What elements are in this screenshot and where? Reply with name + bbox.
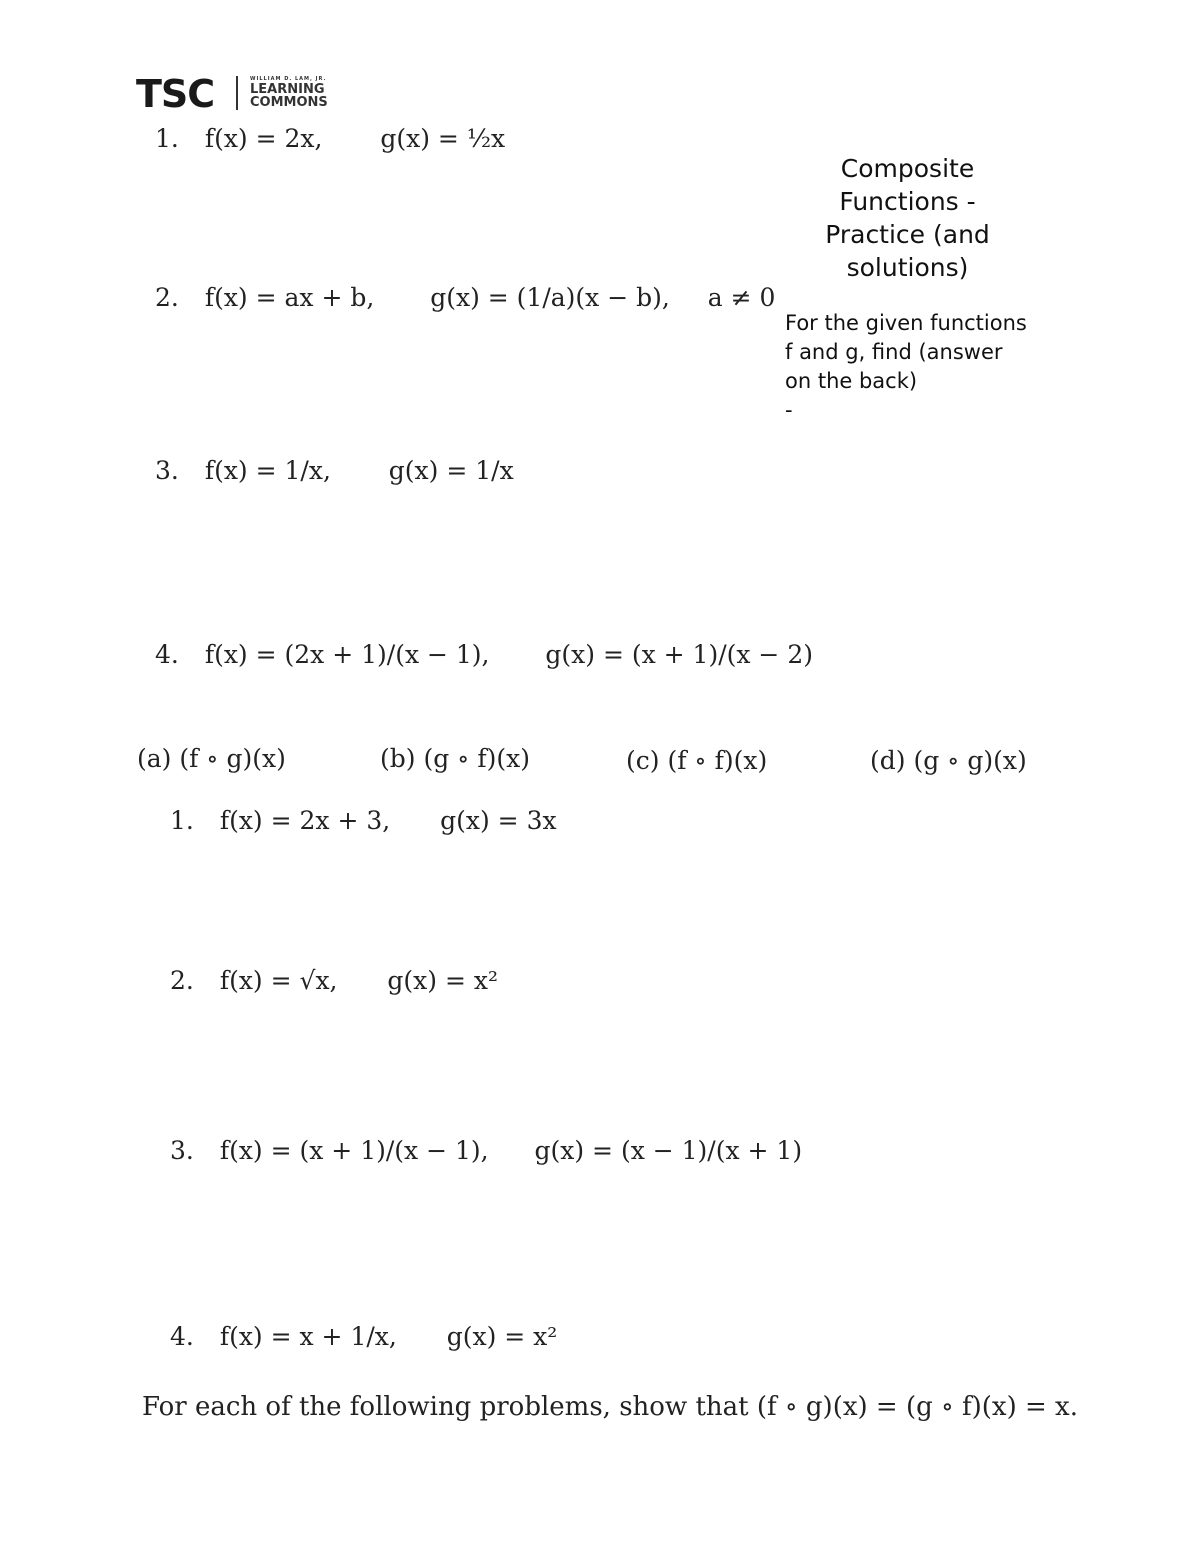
s1-problem-3 xyxy=(155,456,514,485)
s2-problem-2 xyxy=(170,966,498,995)
instructions xyxy=(785,309,1035,425)
s2-p1-number: 1. xyxy=(170,806,194,835)
s2-p1-g: g(x) = 3x xyxy=(440,806,557,835)
s1-p2-number: 2. xyxy=(155,283,179,312)
s1-p4-number: 4. xyxy=(155,640,179,669)
s1-problem-1 xyxy=(155,124,505,153)
s2-p4-number: 4. xyxy=(170,1322,194,1351)
s2-p3-f: f(x) = (x + 1)/(x − 1), xyxy=(219,1136,489,1165)
s2-p4-g: g(x) = x² xyxy=(446,1322,558,1351)
s1-p2-condition: a ≠ 0 xyxy=(707,283,776,312)
part-c: (c) (f ∘ f)(x) xyxy=(626,746,768,775)
s1-problem-2 xyxy=(155,283,775,312)
s1-p1-g: g(x) = ½x xyxy=(380,124,506,153)
s1-problem-4 xyxy=(155,640,813,669)
tsc-logo: TSC xyxy=(136,72,215,116)
learning-commons-logo xyxy=(250,76,328,109)
logo-subtitle: WILLIAM D. LAM, JR. xyxy=(250,76,327,82)
footer-instruction: For each of the following problems, show that (f ∘ g)(x) = (g ∘ f)(x) = x. xyxy=(142,1392,1078,1422)
s1-p2-g: g(x) = (1/a)(x − b), xyxy=(430,283,670,312)
s2-problem-4 xyxy=(170,1322,557,1351)
s1-p3-g: g(x) = 1/x xyxy=(388,456,514,485)
s1-p3-number: 3. xyxy=(155,456,179,485)
s1-p4-g: g(x) = (x + 1)/(x − 2) xyxy=(545,640,813,669)
s2-p3-g: g(x) = (x − 1)/(x + 1) xyxy=(534,1136,803,1165)
s2-problem-3 xyxy=(170,1136,802,1165)
s1-p1-number: 1. xyxy=(155,124,179,153)
s1-p3-f: f(x) = 1/x, xyxy=(204,456,331,485)
s2-p2-number: 2. xyxy=(170,966,194,995)
logo-divider xyxy=(236,76,238,110)
logo-line-2: COMMONS xyxy=(250,95,328,110)
s1-p4-f: f(x) = (2x + 1)/(x − 1), xyxy=(204,640,490,669)
logo-line-1: LEARNING xyxy=(250,82,325,97)
instruction-text: For the given functions f and g, find (answer on the back) xyxy=(785,311,1027,393)
page-title: Composite Functions - Practice (and solutions) xyxy=(825,154,990,282)
instruction-dash: - xyxy=(785,398,793,422)
s2-p4-f: f(x) = x + 1/x, xyxy=(219,1322,397,1351)
s2-problem-1 xyxy=(170,806,557,835)
part-d: (d) (g ∘ g)(x) xyxy=(870,746,1027,775)
s1-p2-f: f(x) = ax + b, xyxy=(204,283,375,312)
s2-p2-f: f(x) = √x, xyxy=(219,966,338,995)
part-a: (a) (f ∘ g)(x) xyxy=(137,744,286,773)
s2-p2-g: g(x) = x² xyxy=(387,966,498,995)
s2-p3-number: 3. xyxy=(170,1136,194,1165)
s1-p1-f: f(x) = 2x, xyxy=(204,124,323,153)
s2-p1-f: f(x) = 2x + 3, xyxy=(219,806,391,835)
part-b: (b) (g ∘ f)(x) xyxy=(380,744,530,773)
